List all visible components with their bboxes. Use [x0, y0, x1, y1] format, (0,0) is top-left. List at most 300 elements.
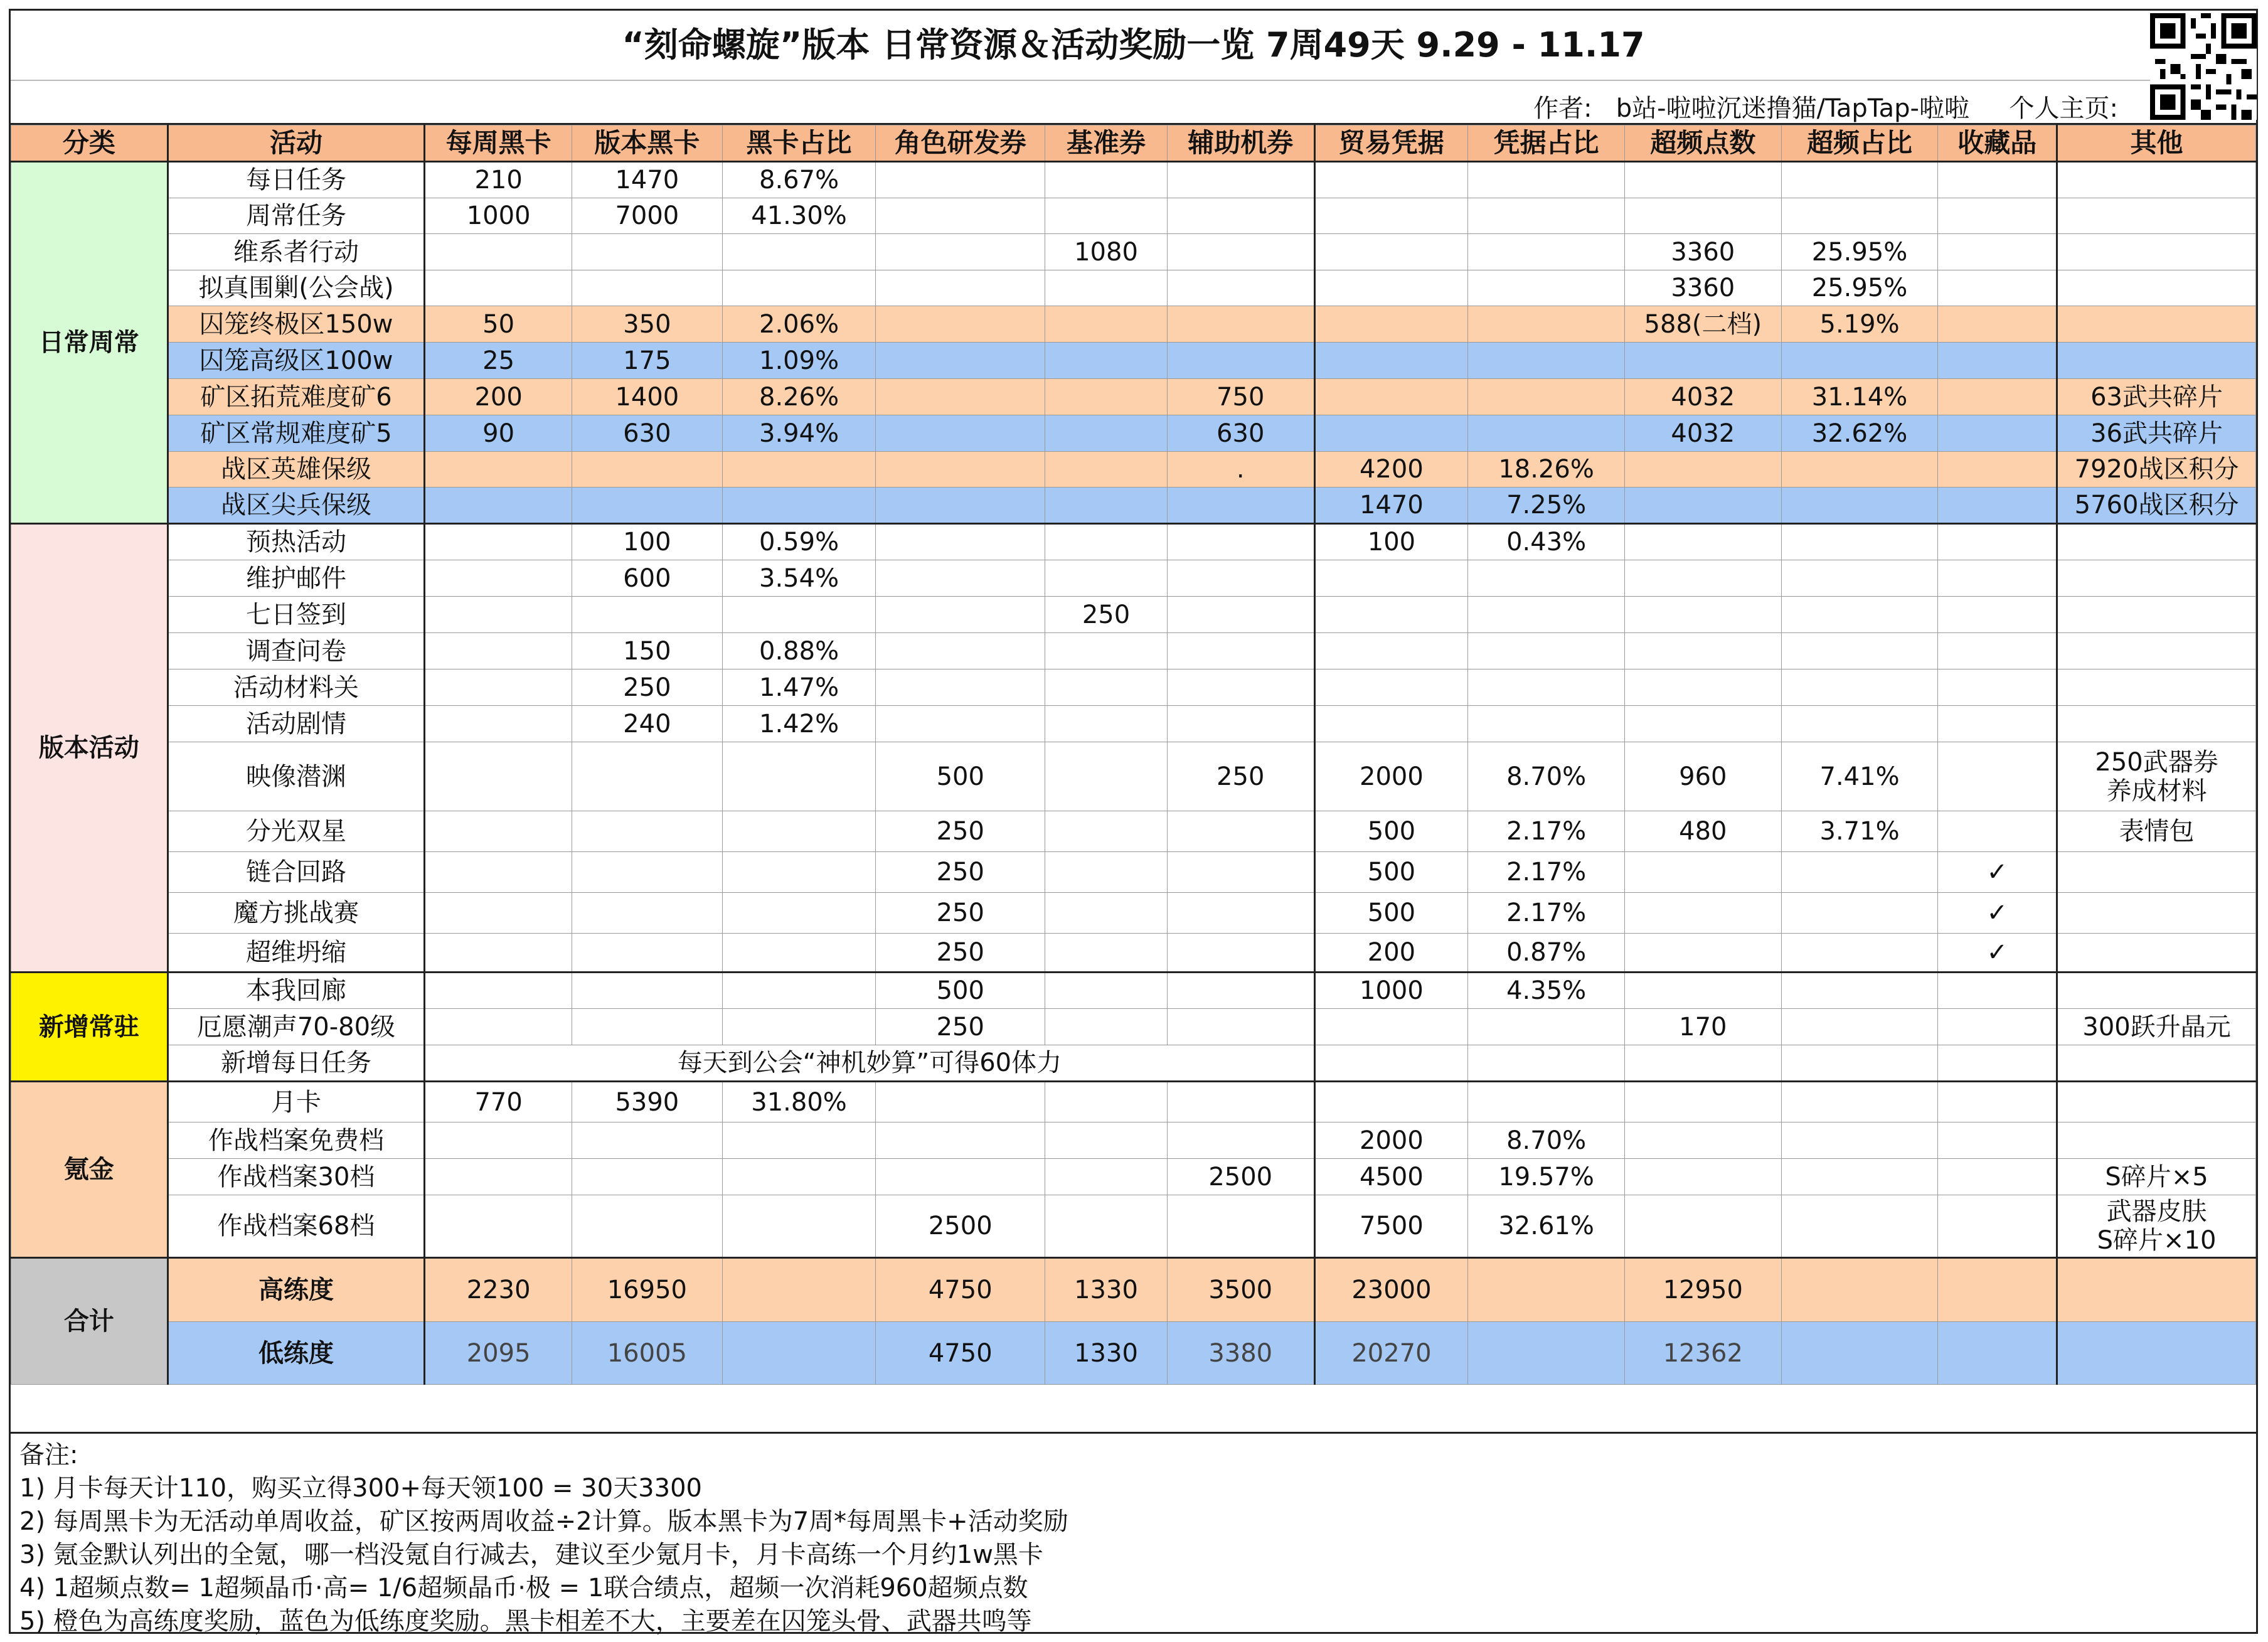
value-cell: [722, 1195, 876, 1258]
value-cell: [1167, 633, 1314, 669]
value-cell: [1167, 973, 1314, 1009]
value-cell: 250: [876, 811, 1045, 852]
value-cell: [1167, 162, 1314, 198]
value-cell: 750: [1167, 379, 1314, 415]
value-cell: [876, 270, 1045, 306]
value-cell: [1045, 415, 1168, 452]
total-value: 4750: [876, 1322, 1045, 1385]
notes-section: [11, 1432, 2256, 1636]
value-cell: 0.43%: [1468, 524, 1625, 560]
table-row: [11, 162, 2256, 198]
value-cell: [425, 669, 572, 706]
total-value: [2057, 1322, 2256, 1385]
value-cell: [1167, 706, 1314, 742]
value-cell: [1045, 1122, 1168, 1159]
column-header: 分类: [11, 125, 168, 162]
value-cell: 200: [425, 379, 572, 415]
value-cell: 1000: [425, 198, 572, 234]
value-cell: [1781, 1159, 1938, 1195]
value-cell: [1167, 893, 1314, 934]
column-header: 基准券: [1045, 125, 1168, 162]
value-cell: 7920战区积分: [2057, 452, 2256, 488]
value-cell: [2057, 1045, 2256, 1082]
total-value: 16005: [572, 1322, 723, 1385]
value-cell: [2057, 934, 2256, 973]
table-body: [11, 125, 2256, 1385]
value-cell: 0.87%: [1468, 934, 1625, 973]
activity-name: 厄愿潮声70-80级: [168, 1009, 425, 1045]
table-row: [11, 343, 2256, 379]
value-cell: [1781, 524, 1938, 560]
value-cell: [876, 597, 1045, 633]
value-cell: 4200: [1314, 452, 1468, 488]
table-row: [11, 1159, 2256, 1195]
value-cell: [425, 633, 572, 669]
value-cell: [1938, 742, 2057, 811]
value-cell: [1468, 415, 1625, 452]
value-cell: [1045, 633, 1168, 669]
value-cell: [1045, 343, 1168, 379]
value-cell: [1781, 1009, 1938, 1045]
total-value: 2230: [425, 1258, 572, 1322]
value-cell: [1167, 669, 1314, 706]
value-cell: [722, 488, 876, 524]
cell-line: 武器皮肤: [2106, 1197, 2207, 1226]
value-cell: [1314, 633, 1468, 669]
column-header: 超频点数: [1624, 125, 1781, 162]
value-cell: [1938, 597, 2057, 633]
value-cell: [1045, 852, 1168, 893]
total-value: 3500: [1167, 1258, 1314, 1322]
value-cell: 150: [572, 633, 723, 669]
value-cell: [876, 162, 1045, 198]
value-cell: .: [1167, 452, 1314, 488]
value-cell: [1314, 1082, 1468, 1122]
value-cell: [572, 811, 723, 852]
value-cell: [1314, 379, 1468, 415]
value-cell: [572, 934, 723, 973]
table-row: [11, 811, 2256, 852]
value-cell: [2057, 1195, 2256, 1258]
total-label: 低练度: [168, 1322, 425, 1385]
value-cell: [1167, 1082, 1314, 1122]
value-cell: [1045, 524, 1168, 560]
value-cell: [2057, 270, 2256, 306]
value-cell: 36武共碎片: [2057, 415, 2256, 452]
value-cell: [1624, 893, 1781, 934]
value-cell: [1167, 1009, 1314, 1045]
total-value: 2095: [425, 1322, 572, 1385]
table-row: [11, 1082, 2256, 1122]
value-cell: [2057, 597, 2256, 633]
value-cell: [876, 560, 1045, 597]
value-cell: [1938, 524, 2057, 560]
value-cell: [1938, 488, 2057, 524]
activity-name: 作战档案免费档: [168, 1122, 425, 1159]
value-cell: [425, 1122, 572, 1159]
value-cell: [1624, 669, 1781, 706]
activity-name: 拟真围剿(公会战): [168, 270, 425, 306]
total-value: 12362: [1624, 1322, 1781, 1385]
value-cell: 1470: [572, 162, 723, 198]
value-cell: [425, 524, 572, 560]
value-cell: 0.88%: [722, 633, 876, 669]
value-cell: 2.17%: [1468, 811, 1625, 852]
total-value: 4750: [876, 1258, 1045, 1322]
value-cell: 3.94%: [722, 415, 876, 452]
value-cell: [1167, 560, 1314, 597]
value-cell: [876, 379, 1045, 415]
value-cell: 5390: [572, 1082, 723, 1122]
value-cell: 250: [876, 852, 1045, 893]
value-cell: 63武共碎片: [2057, 379, 2256, 415]
value-cell: 18.26%: [1468, 452, 1625, 488]
value-cell: [1938, 270, 2057, 306]
value-cell: [572, 234, 723, 270]
value-cell: [1781, 452, 1938, 488]
activity-name: 月卡: [168, 1082, 425, 1122]
value-cell: [1624, 633, 1781, 669]
value-cell: [2057, 162, 2256, 198]
value-cell: [1624, 452, 1781, 488]
table-row: [11, 488, 2256, 524]
value-cell: 19.57%: [1468, 1159, 1625, 1195]
value-cell: [1938, 560, 2057, 597]
value-cell: [1938, 452, 2057, 488]
value-cell: [1314, 1009, 1468, 1045]
value-cell: [1314, 669, 1468, 706]
table-row: [11, 306, 2256, 343]
value-cell: [1624, 343, 1781, 379]
activity-name: 囚笼终极区150w: [168, 306, 425, 343]
value-cell: ✓: [1938, 893, 2057, 934]
value-cell: [2057, 560, 2256, 597]
value-cell: [572, 1159, 723, 1195]
value-cell: [1938, 198, 2057, 234]
value-cell: [1314, 198, 1468, 234]
value-cell: 50: [425, 306, 572, 343]
value-cell: [1314, 234, 1468, 270]
value-cell: [425, 1009, 572, 1045]
value-cell: 8.70%: [1468, 1122, 1625, 1159]
qr-code-icon: [2150, 13, 2257, 120]
value-cell: 770: [425, 1082, 572, 1122]
value-cell: [1045, 706, 1168, 742]
value-cell: [425, 973, 572, 1009]
value-cell: [722, 452, 876, 488]
value-cell: [1938, 633, 2057, 669]
value-cell: [1045, 1082, 1168, 1122]
value-cell: 1.47%: [722, 669, 876, 706]
column-header: 角色研发券: [876, 125, 1045, 162]
value-cell: [1781, 1122, 1938, 1159]
value-cell: 2500: [1167, 1159, 1314, 1195]
value-cell: 250: [1167, 742, 1314, 811]
activity-name: 战区英雄保级: [168, 452, 425, 488]
activity-name: 周常任务: [168, 198, 425, 234]
column-header: 辅助机券: [1167, 125, 1314, 162]
value-cell: 4.35%: [1468, 973, 1625, 1009]
value-cell: [1624, 973, 1781, 1009]
value-cell: 600: [572, 560, 723, 597]
value-cell: 表情包: [2057, 811, 2256, 852]
value-cell: [722, 742, 876, 811]
table-row: [11, 1195, 2256, 1258]
table-row: [11, 852, 2256, 893]
value-cell: 7.25%: [1468, 488, 1625, 524]
value-cell: [1624, 1045, 1781, 1082]
value-cell: [1938, 1045, 2057, 1082]
value-cell: 3360: [1624, 234, 1781, 270]
value-cell: [425, 488, 572, 524]
value-cell: 25.95%: [1781, 234, 1938, 270]
column-header: 收藏品: [1938, 125, 2057, 162]
value-cell: 210: [425, 162, 572, 198]
value-cell: [1938, 706, 2057, 742]
value-cell: [1624, 524, 1781, 560]
value-cell: [876, 415, 1045, 452]
value-cell: S碎片×5: [2057, 1159, 2256, 1195]
value-cell: [1045, 1195, 1168, 1258]
value-cell: 1400: [572, 379, 723, 415]
table-row: [11, 379, 2256, 415]
column-header: 贸易凭据: [1314, 125, 1468, 162]
value-cell: [1938, 1159, 2057, 1195]
value-cell: 5.19%: [1781, 306, 1938, 343]
table-row: [11, 125, 2256, 162]
value-cell: [2057, 973, 2256, 1009]
column-header: 活动: [168, 125, 425, 162]
value-cell: [1045, 1159, 1168, 1195]
value-cell: [1781, 852, 1938, 893]
value-cell: [722, 270, 876, 306]
value-cell: [1468, 379, 1625, 415]
value-cell: 7000: [572, 198, 723, 234]
value-cell: [572, 973, 723, 1009]
author-credit: 作者: b站-啦啦沉迷撸猫/TapTap-啦啦 个人主页:: [1533, 94, 2118, 123]
value-cell: ✓: [1938, 934, 2057, 973]
value-cell: [572, 1122, 723, 1159]
value-cell: 500: [1314, 811, 1468, 852]
value-cell: [425, 893, 572, 934]
value-cell: 8.26%: [722, 379, 876, 415]
value-cell: [876, 1159, 1045, 1195]
value-cell: 630: [1167, 415, 1314, 452]
value-cell: [1045, 198, 1168, 234]
value-cell: [1938, 379, 2057, 415]
value-cell: 960: [1624, 742, 1781, 811]
value-cell: 1.42%: [722, 706, 876, 742]
activity-name: 本我回廊: [168, 973, 425, 1009]
value-cell: [1781, 669, 1938, 706]
value-cell: 31.14%: [1781, 379, 1938, 415]
value-cell: [722, 597, 876, 633]
value-cell: 8.67%: [722, 162, 876, 198]
activity-name: 活动剧情: [168, 706, 425, 742]
total-value: [1468, 1322, 1625, 1385]
cell-line: 250武器券: [2095, 747, 2218, 777]
category-label: 版本活动: [11, 524, 168, 973]
activity-name: 链合回路: [168, 852, 425, 893]
table-row: [11, 893, 2256, 934]
table-row: [11, 452, 2256, 488]
value-cell: [1938, 973, 2057, 1009]
new-daily-task-note: 每天到公会“神机妙算”可得60体力: [425, 1045, 1314, 1082]
total-value: 1330: [1045, 1258, 1168, 1322]
value-cell: 2.17%: [1468, 893, 1625, 934]
value-cell: [1167, 934, 1314, 973]
total-value: 12950: [1624, 1258, 1781, 1322]
activity-name: 映像潜渊: [168, 742, 425, 811]
author-bar: [11, 80, 2256, 125]
value-cell: 2000: [1314, 1122, 1468, 1159]
table-row: [11, 633, 2256, 669]
value-cell: [1781, 1045, 1938, 1082]
cell-line: S碎片×10: [2097, 1226, 2217, 1255]
value-cell: 32.62%: [1781, 415, 1938, 452]
value-cell: [876, 234, 1045, 270]
value-cell: [1624, 852, 1781, 893]
note-line: 2) 每周黑卡为无活动单周收益，矿区按两周收益÷2计算。版本黑卡为7周*每周黑卡+活动奖励: [19, 1507, 1068, 1536]
table-row: [11, 706, 2256, 742]
table-row: [11, 415, 2256, 452]
value-cell: 25.95%: [1781, 270, 1938, 306]
total-value: 23000: [1314, 1258, 1468, 1322]
value-cell: [1314, 306, 1468, 343]
value-cell: [572, 488, 723, 524]
activity-name: 活动材料关: [168, 669, 425, 706]
activity-name: 矿区常规难度矿5: [168, 415, 425, 452]
value-cell: [1624, 560, 1781, 597]
value-cell: [425, 452, 572, 488]
value-cell: [1314, 162, 1468, 198]
value-cell: 250: [876, 934, 1045, 973]
page-title: “刻命螺旋”版本 日常资源＆活动奖励一览 7周49天 9.29 - 11.17: [622, 25, 1645, 65]
value-cell: [1938, 306, 2057, 343]
column-header: 凭据占比: [1468, 125, 1625, 162]
value-cell: [2057, 742, 2256, 811]
value-cell: [572, 742, 723, 811]
value-cell: [1781, 706, 1938, 742]
value-cell: 500: [1314, 893, 1468, 934]
value-cell: [1045, 893, 1168, 934]
category-label: 氪金: [11, 1082, 168, 1258]
value-cell: [1468, 669, 1625, 706]
value-cell: [1781, 198, 1938, 234]
activity-name: 囚笼高级区100w: [168, 343, 425, 379]
value-cell: [1938, 343, 2057, 379]
column-header: 版本黑卡: [572, 125, 723, 162]
value-cell: 170: [1624, 1009, 1781, 1045]
table-row: [11, 973, 2256, 1009]
value-cell: [572, 893, 723, 934]
value-cell: [1468, 1082, 1625, 1122]
value-cell: [425, 811, 572, 852]
activity-name: 矿区拓荒难度矿6: [168, 379, 425, 415]
notes-heading: 备注:: [19, 1441, 78, 1469]
total-value: [1781, 1322, 1938, 1385]
value-cell: [1624, 198, 1781, 234]
value-cell: [722, 1122, 876, 1159]
activity-name: 预热活动: [168, 524, 425, 560]
activity-name: 作战档案68档: [168, 1195, 425, 1258]
value-cell: [2057, 524, 2256, 560]
value-cell: [1045, 669, 1168, 706]
value-cell: [1781, 1195, 1938, 1258]
value-cell: [1468, 306, 1625, 343]
value-cell: [425, 742, 572, 811]
value-cell: [572, 852, 723, 893]
value-cell: [1468, 198, 1625, 234]
table-row: [11, 198, 2256, 234]
value-cell: [876, 488, 1045, 524]
value-cell: [876, 1082, 1045, 1122]
value-cell: [425, 597, 572, 633]
value-cell: [1314, 597, 1468, 633]
value-cell: [2057, 1122, 2256, 1159]
value-cell: [1938, 234, 2057, 270]
value-cell: [425, 1159, 572, 1195]
value-cell: [1938, 415, 2057, 452]
value-cell: [1624, 934, 1781, 973]
value-cell: 500: [876, 973, 1045, 1009]
value-cell: [1781, 162, 1938, 198]
value-cell: [722, 1159, 876, 1195]
value-cell: [425, 706, 572, 742]
value-cell: 3.71%: [1781, 811, 1938, 852]
value-cell: 250: [1045, 597, 1168, 633]
value-cell: [1781, 633, 1938, 669]
value-cell: [1781, 973, 1938, 1009]
value-cell: [1781, 1082, 1938, 1122]
value-cell: [2057, 852, 2256, 893]
note-line: 5) 橙色为高练度奖励，蓝色为低练度奖励。黑卡相差不大，主要差在囚笼头骨、武器共鸣等: [19, 1607, 1032, 1636]
value-cell: [722, 811, 876, 852]
column-header: 其他: [2057, 125, 2256, 162]
value-cell: [876, 706, 1045, 742]
value-cell: [1938, 1009, 2057, 1045]
total-value: 16950: [572, 1258, 723, 1322]
value-cell: [876, 633, 1045, 669]
value-cell: [1045, 560, 1168, 597]
total-value: [722, 1322, 876, 1385]
table-row: [11, 524, 2256, 560]
value-cell: 250: [876, 893, 1045, 934]
table-row: [11, 1045, 2256, 1082]
total-value: [1781, 1258, 1938, 1322]
activity-name: 作战档案30档: [168, 1159, 425, 1195]
value-cell: 90: [425, 415, 572, 452]
value-cell: [1045, 742, 1168, 811]
total-value: [722, 1258, 876, 1322]
value-cell: 4500: [1314, 1159, 1468, 1195]
value-cell: ✓: [1938, 852, 2057, 893]
total-value: 1330: [1045, 1322, 1168, 1385]
value-cell: [1167, 306, 1314, 343]
total-value: [2057, 1258, 2256, 1322]
value-cell: [1045, 162, 1168, 198]
value-cell: [1314, 560, 1468, 597]
value-cell: [1781, 893, 1938, 934]
value-cell: [1045, 306, 1168, 343]
value-cell: 25: [425, 343, 572, 379]
value-cell: [572, 1009, 723, 1045]
value-cell: 630: [572, 415, 723, 452]
activity-name: 战区尖兵保级: [168, 488, 425, 524]
value-cell: 0.59%: [722, 524, 876, 560]
value-cell: [1167, 234, 1314, 270]
value-cell: 7.41%: [1781, 742, 1938, 811]
